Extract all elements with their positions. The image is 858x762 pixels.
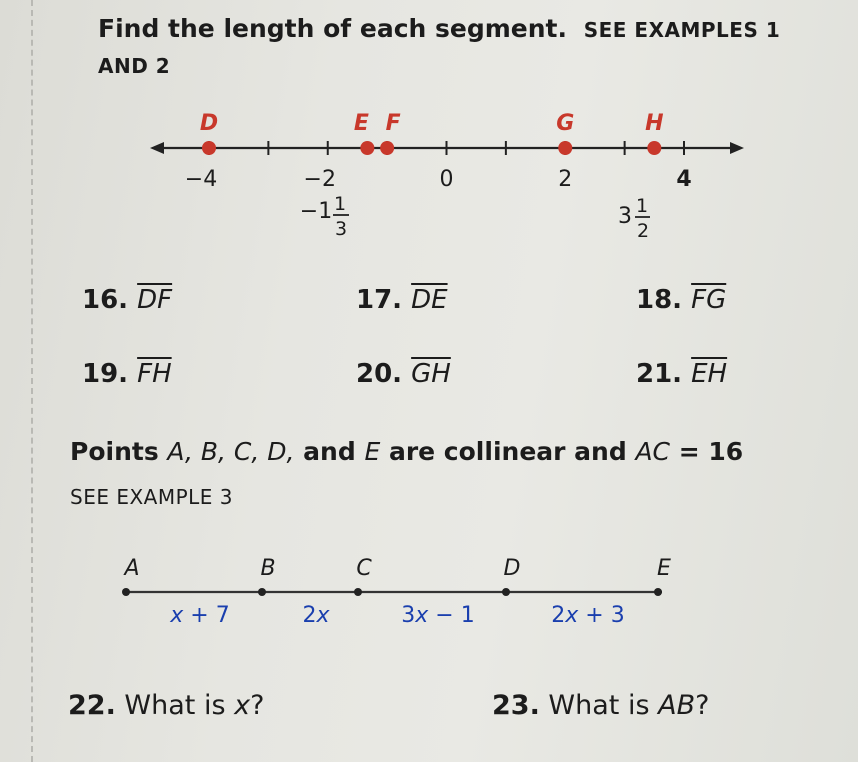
problem-number: 21. bbox=[636, 359, 683, 389]
fraction-denominator: 3 bbox=[334, 218, 348, 240]
fraction-numerator: 1 bbox=[635, 195, 649, 217]
instructions-text: Find the length of each segment. bbox=[98, 14, 568, 43]
problem-number: 17. bbox=[356, 285, 403, 315]
number-line-tick-label: −2 bbox=[303, 167, 336, 192]
number-line-tick-label: 2 bbox=[558, 167, 573, 192]
question-23 bbox=[492, 690, 709, 721]
problem-number: 19. bbox=[82, 359, 129, 389]
segment-expression: 3x − 1 bbox=[401, 603, 475, 628]
question-variable: x bbox=[234, 690, 251, 721]
statement-text: and bbox=[294, 437, 365, 466]
segment-label: $\overline{EH}$ bbox=[691, 359, 728, 389]
collinear-label-c: C bbox=[356, 556, 372, 581]
segment-label: $\overline{GH}$ bbox=[411, 359, 451, 389]
number-line-label-d: D bbox=[199, 111, 219, 136]
collinear-point-a bbox=[122, 588, 130, 596]
number-line-label-f: F bbox=[385, 111, 401, 136]
question-variable: AB bbox=[658, 690, 696, 721]
fraction-label-h bbox=[618, 195, 650, 242]
question-number: 23. bbox=[492, 690, 540, 721]
fraction-whole: −1 bbox=[299, 199, 333, 224]
number-line-tick-labels bbox=[185, 167, 692, 192]
example-3-reference: SEE EXAMPLE 3 bbox=[70, 485, 234, 509]
problem-20 bbox=[356, 359, 451, 389]
number-line-point-e bbox=[360, 141, 374, 155]
question-end: ? bbox=[695, 690, 710, 721]
number-line-tick-label: 0 bbox=[439, 167, 454, 192]
problem-number: 18. bbox=[636, 285, 683, 315]
segment-expression: 2x + 3 bbox=[551, 603, 625, 628]
segment-expressions bbox=[169, 603, 624, 628]
segment-expression: 2x bbox=[302, 603, 330, 628]
fraction-label-e bbox=[300, 193, 349, 240]
segment-label: $\overline{DF}$ bbox=[137, 285, 173, 315]
collinear-point-b bbox=[258, 588, 266, 596]
segment-name: AC bbox=[635, 437, 671, 466]
segment-label: $\overline{FG}$ bbox=[691, 285, 727, 315]
number-line-label-g: G bbox=[556, 111, 575, 136]
problem-21 bbox=[636, 359, 727, 389]
question-text: What is bbox=[539, 690, 659, 721]
collinear-point-labels bbox=[122, 556, 671, 581]
question-end: ? bbox=[250, 690, 265, 721]
problem-17 bbox=[356, 285, 448, 315]
collinear-point-e bbox=[654, 588, 662, 596]
collinear-statement bbox=[70, 437, 743, 466]
number-line-point-labels bbox=[200, 111, 664, 136]
number-line-point-h bbox=[647, 141, 661, 155]
question-text: What is bbox=[115, 690, 235, 721]
example-reference-continued: AND 2 bbox=[98, 54, 171, 78]
segment-label: $\overline{FH}$ bbox=[137, 359, 172, 389]
statement-text: Points bbox=[70, 437, 168, 466]
problem-18 bbox=[636, 285, 726, 315]
problem-number: 16. bbox=[82, 285, 129, 315]
question-number: 22. bbox=[68, 690, 116, 721]
collinear-label-e: E bbox=[657, 556, 671, 581]
collinear-point-d bbox=[502, 588, 510, 596]
collinear-point-c bbox=[354, 588, 362, 596]
statement-text: are collinear and bbox=[380, 437, 636, 466]
number-line-point-f bbox=[380, 141, 394, 155]
problem-number: 20. bbox=[356, 359, 403, 389]
points-list: A, B, C, D, bbox=[167, 437, 295, 466]
statement-text: = 16 bbox=[670, 437, 744, 466]
collinear-label-d: D bbox=[503, 556, 521, 581]
collinear-label-b: B bbox=[260, 556, 276, 581]
fraction-numerator: 1 bbox=[333, 193, 347, 215]
number-line-label-e: E bbox=[353, 111, 369, 136]
point-name: E bbox=[364, 437, 381, 466]
problem-19 bbox=[82, 359, 172, 389]
collinear-label-a: A bbox=[124, 556, 140, 581]
number-line-label-h: H bbox=[645, 111, 664, 136]
fraction-whole: 3 bbox=[618, 204, 632, 229]
example-reference: SEE EXAMPLES 1 bbox=[583, 18, 781, 42]
left-arrow-icon bbox=[150, 142, 164, 154]
question-22 bbox=[68, 690, 264, 721]
number-line-point-d bbox=[202, 141, 216, 155]
right-arrow-icon bbox=[730, 142, 744, 154]
number-line-tick-label: 4 bbox=[676, 167, 692, 192]
number-line-tick-label: −4 bbox=[184, 167, 218, 192]
segment-label: $\overline{DE}$ bbox=[411, 285, 448, 315]
problem-16 bbox=[82, 285, 172, 315]
segment-expression: x + 7 bbox=[170, 603, 230, 628]
number-line-point-g bbox=[558, 141, 572, 155]
fraction-denominator: 2 bbox=[636, 220, 650, 242]
